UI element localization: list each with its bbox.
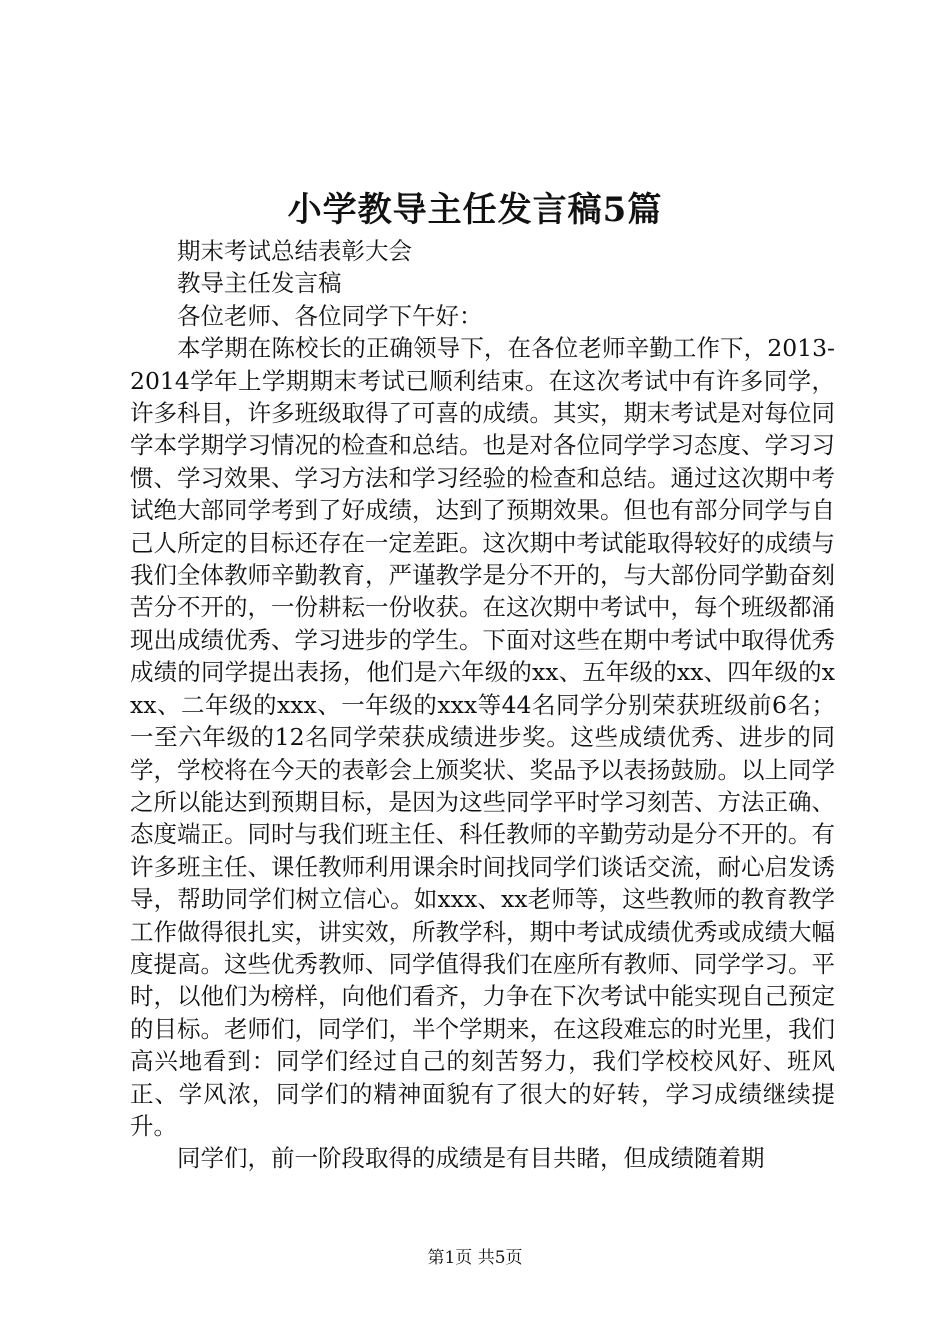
paragraph-main: 本学期在陈校长的正确领导下，在各位老师辛勤工作下，2013-2014学年上学期期末考试已顺利结束。在这次考试中有许多同学，许多科目，许多班级取得了可喜的成绩。其实，期末考试是对每位同学本学期学习情况的检查和总结。也是对各位同学学习态度、学习习惯、学习效果、学习方法和学习经验的检查和总结。通过这次期中考试绝大部同学考到了好成绩，达到了预期效果。但也有部分同学与自己人所定的目标还存在一定差距。这次期中考试能取得较好的成绩与我们全体教师辛勤教育，严谨教学是分不开的，与大部份同学勤奋刻苦分不开的，一份耕耘一份收获。在这次期中考试中，每个班级都涌现出成绩优秀、学习进步的学生。下面对这些在期中考试中取得优秀成绩的同学提出表扬，他们是六年级的xx、五年级的xx、四年级的xxx、二年级的xxx、一年级的xxx等44名同学分别荣获班级前6名；一至六年级的12名同学荣获成绩进步奖。这些成绩优秀、进步的同学，学校将在今天的表彰会上颁奖状、奖品予以表扬鼓励。以上同学之所以能达到预期目标，是因为这些同学平时学习刻苦、方法正确、态度端正。同时与我们班主任、科任教师的辛勤劳动是分不开的。有许多班主任、课任教师利用课余时间找同学们谈话交流，耐心启发诱导，帮助同学们树立信心。如xxx、xx老师等，这些教师的教育教学工作做得很扎实，讲实效，所教学科，期中考试成绩优秀或成绩大幅度提高。这些优秀教师、同学值得我们在座所有教师、同学学习。平时，以他们为榜样，向他们看齐，力争在下次考试中能实现自己预定的目标。老师们，同学们，半个学期来，在这段难忘的时光里，我们高兴地看到：同学们经过自己的刻苦努力，我们学校校风好、班风正、学风浓，同学们的精神面貌有了很大的好转，学习成绩继续提升。	[130, 334, 835, 1140]
paragraph-heading-1: 期末考试总结表彰大会	[177, 237, 412, 265]
page-number-footer: 第1页 共5页	[427, 1248, 523, 1268]
document-title: 小学教导主任发言稿5篇	[287, 190, 663, 230]
paragraph-greeting: 各位老师、各位同学下午好：	[177, 301, 483, 330]
paragraph-heading-2: 教导主任发言稿	[177, 269, 342, 298]
document-body	[130, 235, 835, 1175]
paragraph-continuation: 同学们，前一阶段取得的成绩是有目共睹，但成绩随着期	[177, 1144, 765, 1173]
